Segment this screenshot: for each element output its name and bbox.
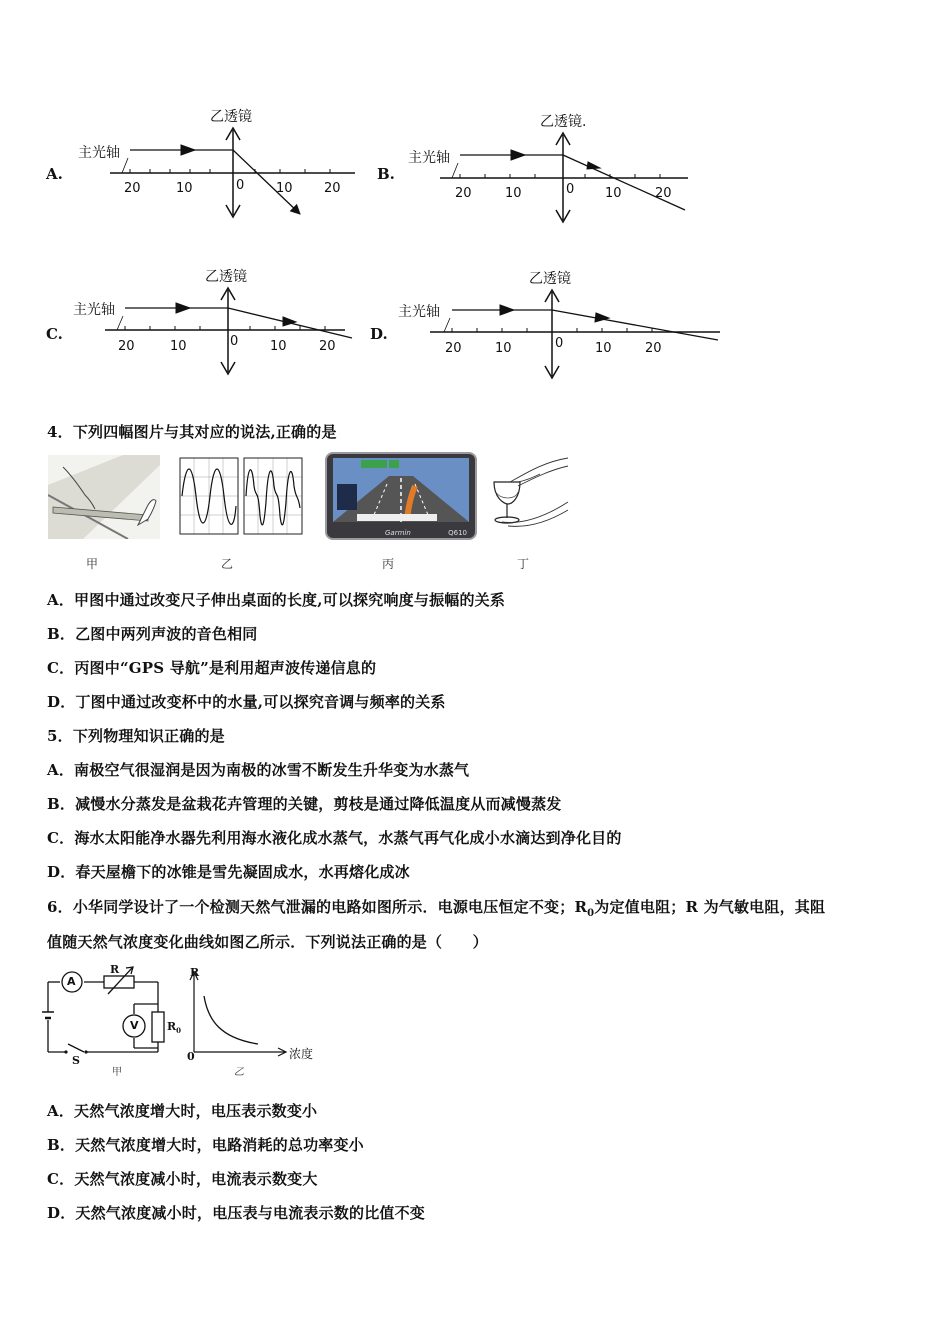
tick-label: 10 <box>176 181 193 196</box>
caption-yi: 乙 <box>221 557 234 571</box>
tick-label: 10 <box>276 181 293 196</box>
picture-ding-glass <box>488 452 572 532</box>
picture-bing-gps <box>325 452 477 540</box>
gps-screen <box>327 454 475 538</box>
caption-bing: 丙 <box>382 557 395 571</box>
q6-stem-post: 为定值电阻；R 为气敏电阻，其阻 <box>594 898 826 916</box>
r0-letter: R <box>167 1020 177 1033</box>
tick-label: 20 <box>324 181 341 196</box>
caption-ding: 丁 <box>517 557 530 571</box>
gps-brand: Garmin <box>385 529 411 537</box>
tick-label: 20 <box>645 341 662 356</box>
tick-label: 0 <box>555 336 564 351</box>
tick-label: 10 <box>170 339 187 354</box>
picture-jia-ruler <box>48 455 160 539</box>
resistance-graph <box>180 968 290 1058</box>
q6-stem-pre: 6．小华同学设计了一个检测天然气泄漏的电路如图所示．电源电压恒定不变；R <box>47 898 588 916</box>
diagram-d <box>430 290 720 378</box>
axis-label-c: 主光轴 <box>73 302 115 318</box>
q4-option-a: A．甲图中通过改变尺子伸出桌面的长度,可以探究响度与振幅的关系 <box>47 591 506 609</box>
q4-option-d: D．丁图中通过改变杯中的水量,可以探究音调与频率的关系 <box>47 693 446 711</box>
axis-label-b: 主光轴 <box>408 150 450 166</box>
q5-option-c: C．海水太阳能净水器先利用海水液化成水蒸气，水蒸气再气化成小水滴达到净化目的 <box>47 829 622 847</box>
r0-sub: 0 <box>176 1026 182 1036</box>
q6-option-b: B．天然气浓度增大时，电路消耗的总功率变小 <box>47 1136 364 1154</box>
tick-label: 10 <box>505 186 522 201</box>
graph-origin: 0 <box>187 1050 195 1063</box>
picture-yi-waveforms <box>178 456 306 536</box>
gps-model: Q610 <box>448 529 467 537</box>
diagram-c <box>105 288 352 374</box>
tick-label: 20 <box>319 339 336 354</box>
q6-option-a: A．天然气浓度增大时，电压表示数变小 <box>47 1102 318 1120</box>
tick-label: 10 <box>270 339 287 354</box>
tick-label: 20 <box>118 339 135 354</box>
q4-option-c: C．丙图中“GPS 导航”是利用超声波传递信息的 <box>47 659 377 677</box>
q6-option-d: D．天然气浓度减小时，电压表与电流表示数的比值不变 <box>47 1204 426 1222</box>
q4-option-b: B．乙图中两列声波的音色相同 <box>47 625 258 643</box>
lens-label-b: 乙透镜. <box>540 114 587 130</box>
q6-stem-line1 <box>47 896 825 919</box>
circuit-caption: 甲 <box>112 1067 122 1078</box>
tick-label: 10 <box>595 341 612 356</box>
q5-option-a: A．南极空气很湿润是因为南极的冰雪不断发生升华变为水蒸气 <box>47 761 470 779</box>
graph-caption: 乙 <box>234 1067 244 1078</box>
tick-label: 20 <box>124 181 141 196</box>
tick-label: 10 <box>495 341 512 356</box>
tick-label: 20 <box>655 186 672 201</box>
circuit-diagram <box>40 962 180 1080</box>
tick-label: 20 <box>455 186 472 201</box>
diagram-b <box>440 133 688 222</box>
q6-option-c: C．天然气浓度减小时，电流表示数变大 <box>47 1170 318 1188</box>
tick-label: 0 <box>566 182 575 197</box>
axis-label-a: 主光轴 <box>78 145 120 161</box>
graph-xlabel: 浓度 <box>289 1047 314 1061</box>
switch-label: S <box>72 1054 80 1067</box>
axis-label-d: 主光轴 <box>398 304 440 320</box>
lens-label-d: 乙透镜 <box>529 271 571 287</box>
q6-stem-line2: 值随天然气浓度变化曲线如图乙所示．下列说法正确的是（ ） <box>47 933 488 951</box>
graph-ylabel: R <box>190 966 200 979</box>
resistor-r-label: R <box>110 963 120 976</box>
option-d-label: D. <box>370 325 388 343</box>
ammeter-label: A <box>67 975 76 988</box>
lens-label-c: 乙透镜 <box>205 269 247 285</box>
tick-label: 0 <box>230 334 239 349</box>
caption-jia: 甲 <box>86 557 99 571</box>
lens-diagrams <box>0 0 950 400</box>
option-a-label: A. <box>46 165 63 183</box>
tick-label: 20 <box>445 341 462 356</box>
diagram-a <box>110 128 355 217</box>
tick-label: 10 <box>605 186 622 201</box>
q4-stem: 4．下列四幅图片与其对应的说法,正确的是 <box>47 423 337 441</box>
lens-label-a: 乙透镜 <box>210 109 252 125</box>
option-c-label: C. <box>46 325 63 343</box>
resistor-r0-label <box>167 1020 181 1035</box>
q5-option-b: B．减慢水分蒸发是盆栽花卉管理的关键，剪枝是通过降低温度从而减慢蒸发 <box>47 795 562 813</box>
option-b-label: B. <box>377 165 395 183</box>
voltmeter-label: V <box>130 1019 139 1032</box>
q6-stem-sub: 0 <box>587 908 595 919</box>
tick-label: 0 <box>236 178 245 193</box>
q5-stem: 5．下列物理知识正确的是 <box>47 727 225 745</box>
q5-option-d: D．春天屋檐下的冰锥是雪先凝固成水，水再熔化成冰 <box>47 863 410 881</box>
